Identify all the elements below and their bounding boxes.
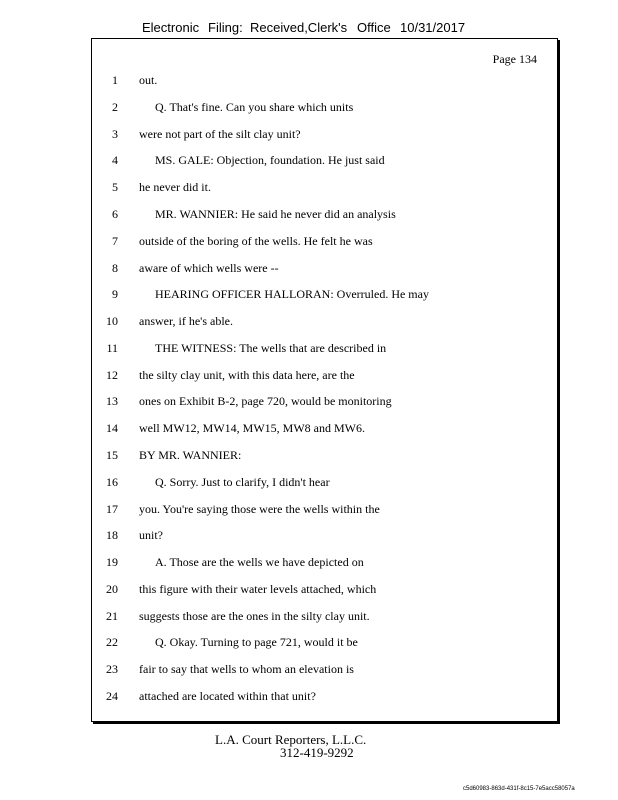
line-text: MS. GALE: Objection, foundation. He just said xyxy=(155,153,385,168)
line-text: A. Those are the wells we have depicted on xyxy=(155,555,364,569)
line-text: BY MR. WANNIER: xyxy=(139,447,242,462)
line-text: unit? xyxy=(139,528,163,543)
filing-header-office: Office xyxy=(357,20,391,35)
transcript-line xyxy=(92,179,557,195)
line-text: he never did it. xyxy=(139,180,211,195)
line-text: this figure with their water levels attached, which xyxy=(139,581,377,596)
line-number: 17 xyxy=(106,501,118,516)
filing-header-received: Received,Clerk's xyxy=(250,20,348,35)
line-number: 19 xyxy=(106,555,118,569)
line-text: outside of the boring of the wells. He felt he was xyxy=(139,233,373,248)
line-number: 13 xyxy=(106,394,118,409)
transcript-line xyxy=(92,367,557,383)
line-text: aware of which wells were -- xyxy=(139,260,279,275)
transcript-line xyxy=(92,608,557,624)
line-text: HEARING OFFICER HALLORAN: Overruled. He may xyxy=(155,287,429,302)
transcript-line xyxy=(92,688,557,704)
transcript-line xyxy=(92,152,557,168)
line-text: ones on Exhibit B-2, page 720, would be monitoring xyxy=(139,394,392,409)
page-number: Page 134 xyxy=(492,52,537,66)
transcript-line xyxy=(92,126,557,142)
line-number: 16 xyxy=(106,474,118,489)
court-reporter-name: L.A. Court Reporters, L.L.C. xyxy=(215,732,367,747)
line-text: answer, if he's able. xyxy=(139,314,233,328)
transcript-line xyxy=(92,501,557,517)
transcript-line xyxy=(92,581,557,597)
line-number: 4 xyxy=(112,153,118,168)
line-text: Q. Sorry. Just to clarify, I didn't hear xyxy=(155,474,330,489)
line-number: 2 xyxy=(112,99,118,114)
line-number: 8 xyxy=(112,260,118,275)
transcript-line xyxy=(92,527,557,543)
line-number: 9 xyxy=(112,287,118,302)
filing-header-filing: Filing: xyxy=(208,20,243,35)
transcript-line xyxy=(92,661,557,677)
filing-header-date: 10/31/2017 xyxy=(400,20,466,35)
line-number: 12 xyxy=(106,367,118,382)
line-text: MR. WANNIER: He said he never did an analysis xyxy=(155,206,396,221)
line-number: 21 xyxy=(106,608,118,623)
line-text: out. xyxy=(139,73,158,87)
transcript-line xyxy=(92,447,557,463)
line-number: 10 xyxy=(106,314,118,328)
line-text: you. You're saying those were the wells within the xyxy=(139,501,380,516)
line-number: 1 xyxy=(112,73,118,87)
line-text: fair to say that wells to whom an elevation is xyxy=(139,662,354,677)
line-text: were not part of the silt clay unit? xyxy=(139,126,301,141)
line-number: 3 xyxy=(112,126,118,141)
line-text: attached are located within that unit? xyxy=(139,688,316,703)
line-number: 15 xyxy=(106,447,118,462)
transcript-line xyxy=(92,634,557,650)
line-number: 6 xyxy=(112,206,118,221)
line-text: THE WITNESS: The wells that are described in xyxy=(155,340,387,355)
transcript-page xyxy=(91,38,558,722)
filing-header-electronic: Electronic xyxy=(142,20,200,35)
document-hash: c5d60983-863d-431f-8c15-7e5acc58057a xyxy=(463,786,575,792)
transcript-line xyxy=(92,554,557,570)
transcript-line xyxy=(92,286,557,302)
line-text: well MW12, MW14, MW15, MW8 and MW6. xyxy=(139,421,365,436)
transcript-line xyxy=(92,72,557,88)
transcript-line xyxy=(92,206,557,222)
line-number: 14 xyxy=(106,421,118,436)
transcript-line xyxy=(92,393,557,409)
line-number: 11 xyxy=(106,340,118,355)
line-number: 22 xyxy=(106,635,118,650)
electronic-filing-header xyxy=(0,20,618,38)
transcript-line xyxy=(92,260,557,276)
line-number: 5 xyxy=(112,180,118,195)
line-number: 20 xyxy=(106,581,118,596)
transcript-line xyxy=(92,99,557,115)
line-number: 18 xyxy=(106,528,118,543)
transcript-line xyxy=(92,420,557,436)
line-number: 24 xyxy=(106,688,118,703)
line-number: 7 xyxy=(112,233,118,248)
transcript-line xyxy=(92,233,557,249)
line-text: suggests those are the ones in the silty clay unit. xyxy=(139,608,370,623)
transcript-line xyxy=(92,474,557,490)
transcript-line xyxy=(92,340,557,356)
line-number: 23 xyxy=(106,662,118,677)
court-reporter-phone: 312-419-9292 xyxy=(280,745,354,760)
transcript-line xyxy=(92,313,557,329)
line-text: the silty clay unit, with this data here, are the xyxy=(139,367,355,382)
line-text: Q. That's fine. Can you share which units xyxy=(155,99,354,114)
line-text: Q. Okay. Turning to page 721, would it be xyxy=(155,635,358,650)
